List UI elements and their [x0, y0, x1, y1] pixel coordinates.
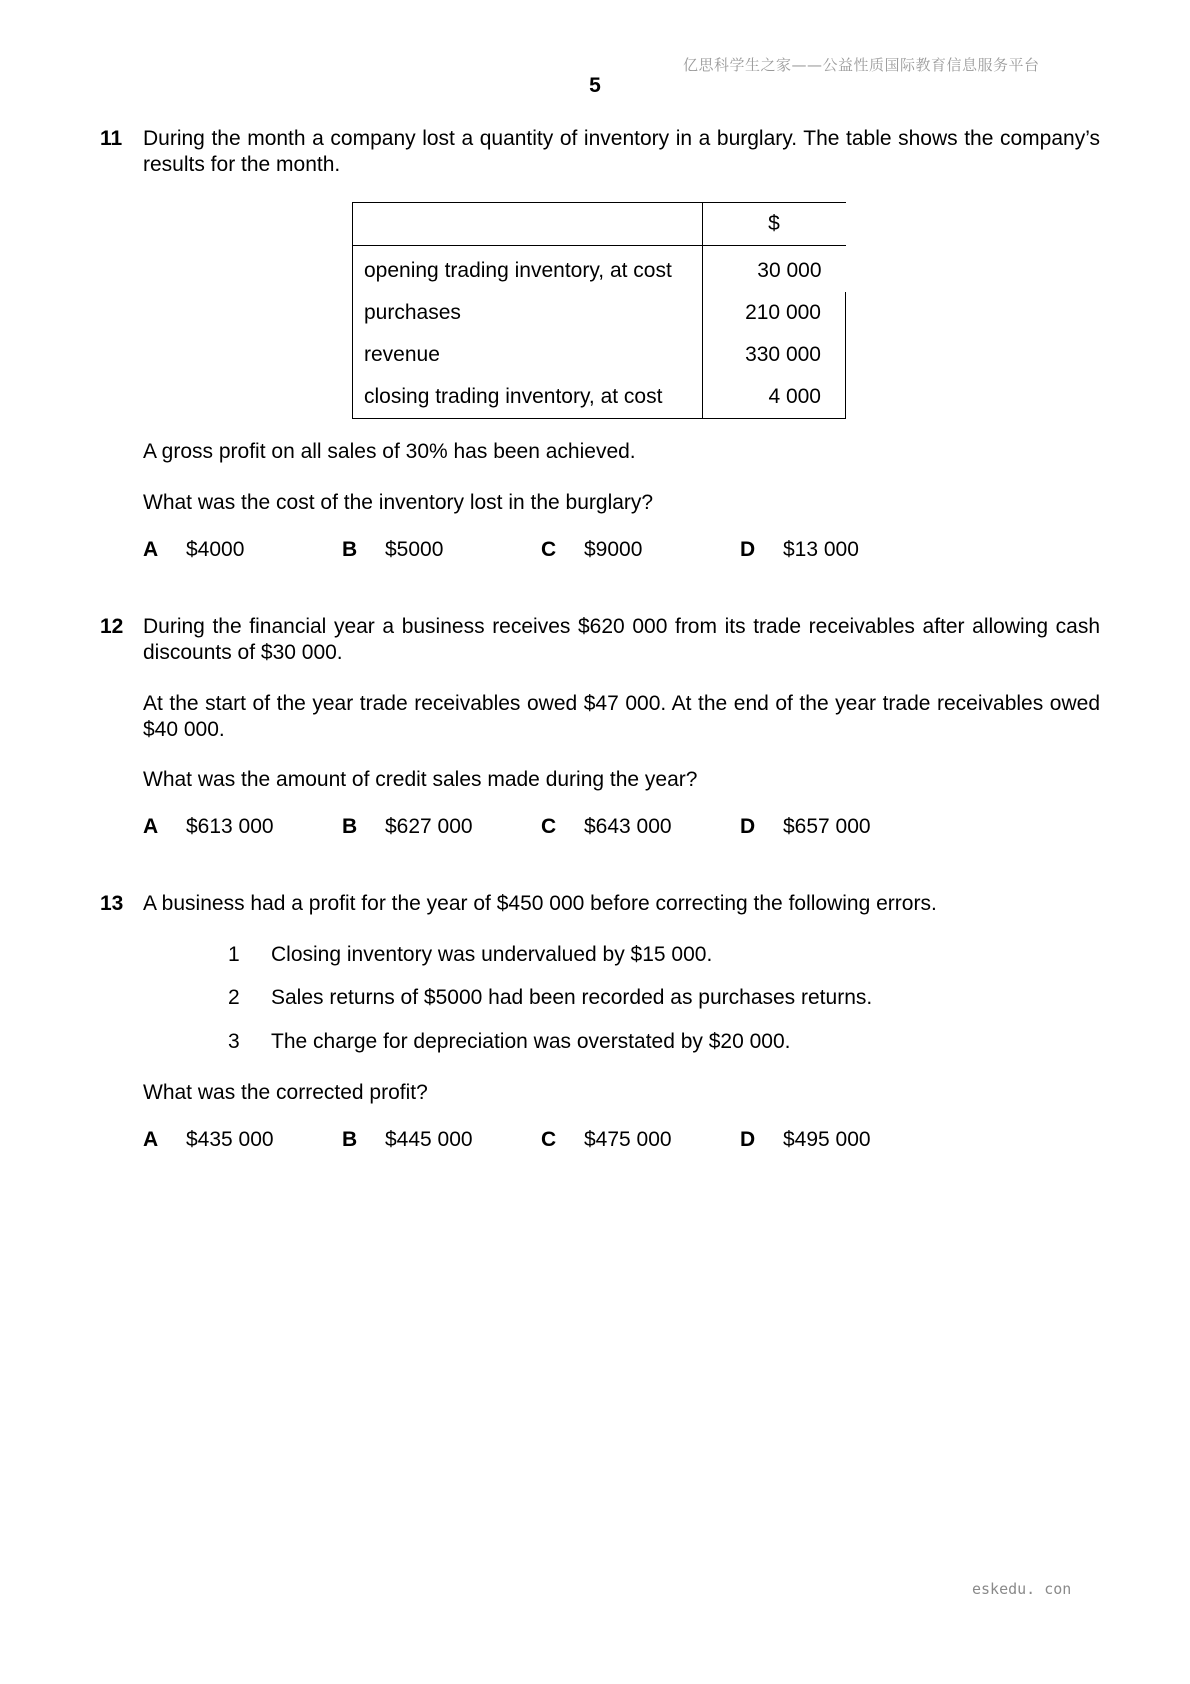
list-item-text: The charge for depreciation was overstated by $20 000. [271, 1030, 791, 1053]
question-stem: During the month a company lost a quantity of inventory in a burglary. The table shows the company’s results for the month. [143, 127, 1100, 176]
table-header-currency: $ [702, 203, 845, 246]
option-d[interactable] [740, 1127, 871, 1153]
option-a[interactable] [143, 1127, 274, 1153]
question-stem: During the financial year a business receives $620 000 from its trade receivables after allowing cash discounts of $30 000. [143, 615, 1100, 664]
table-row [353, 376, 846, 419]
results-table [352, 202, 846, 419]
list-item-number: 3 [228, 1030, 240, 1053]
option-letter: C [541, 538, 557, 561]
option-a[interactable] [143, 814, 274, 840]
option-c[interactable] [541, 1127, 672, 1153]
table-cell-item: revenue [353, 334, 703, 376]
question-11 [100, 126, 1100, 178]
option-text: $613 000 [186, 815, 274, 838]
table-header-blank [353, 203, 703, 246]
question-number: 12 [100, 615, 124, 638]
option-d[interactable] [740, 814, 871, 840]
table-cell-amount: 4 000 [702, 376, 845, 419]
option-letter: D [740, 815, 756, 838]
option-text: $475 000 [584, 1128, 672, 1151]
option-text: $9000 [584, 538, 643, 561]
question-statement: At the start of the year trade receivables owed $47 000. At the end of the year trade receivables owed $40 000. [143, 692, 1100, 741]
q13-options [100, 1127, 1100, 1153]
option-d[interactable] [740, 537, 859, 563]
option-text: $643 000 [584, 815, 672, 838]
q12-question-block [100, 767, 1100, 793]
list-item-number: 1 [228, 943, 240, 966]
option-letter: A [143, 815, 159, 838]
table-header-row [353, 203, 846, 246]
q12-options [100, 814, 1100, 840]
q13-question-block [100, 1080, 1100, 1106]
watermark-text: 亿思科学生之家——公益性质国际教育信息服务平台 [683, 56, 1040, 74]
q12-statement-block [100, 691, 1100, 743]
table-cell-amount: 330 000 [702, 334, 845, 376]
table-cell-amount: 210 000 [702, 292, 845, 334]
option-letter: B [342, 538, 358, 561]
list-item-number: 2 [228, 986, 240, 1009]
page-number: 5 [589, 74, 601, 97]
list-item-text: Closing inventory was undervalued by $15 000. [271, 943, 713, 966]
table-row [353, 246, 846, 293]
option-letter: D [740, 538, 756, 561]
option-text: $627 000 [385, 815, 473, 838]
question-prompt: What was the cost of the inventory lost in the burglary? [143, 491, 654, 514]
list-item-text: Sales returns of $5000 had been recorded as purchases returns. [271, 986, 873, 1009]
table-row [353, 292, 846, 334]
list-item [228, 985, 872, 1011]
option-letter: D [740, 1128, 756, 1151]
option-text: $13 000 [783, 538, 859, 561]
question-number: 13 [100, 892, 124, 915]
option-text: $435 000 [186, 1128, 274, 1151]
table-cell-item: closing trading inventory, at cost [353, 376, 703, 419]
option-a[interactable] [143, 537, 244, 563]
option-text: $445 000 [385, 1128, 473, 1151]
question-statement: A gross profit on all sales of 30% has been achieved. [143, 440, 636, 463]
q11-statement-block [100, 439, 1100, 465]
option-b[interactable] [342, 814, 473, 840]
question-13 [100, 891, 1100, 917]
question-number: 11 [100, 127, 123, 150]
table-row [353, 334, 846, 376]
table-cell-item: opening trading inventory, at cost [353, 246, 703, 293]
question-12 [100, 614, 1100, 666]
option-letter: B [342, 1128, 358, 1151]
question-prompt: What was the amount of credit sales made during the year? [143, 768, 698, 791]
option-letter: C [541, 1128, 557, 1151]
table-cell-amount: 30 000 [757, 259, 822, 282]
option-text: $657 000 [783, 815, 871, 838]
option-b[interactable] [342, 1127, 473, 1153]
question-stem: A business had a profit for the year of $450 000 before correcting the following errors. [143, 892, 937, 915]
option-text: $495 000 [783, 1128, 871, 1151]
q11-options [100, 537, 1100, 563]
table-cell-item: purchases [353, 292, 703, 334]
option-text: $5000 [385, 538, 444, 561]
option-c[interactable] [541, 814, 672, 840]
option-letter: B [342, 815, 358, 838]
list-item [228, 942, 712, 968]
option-b[interactable] [342, 537, 443, 563]
option-text: $4000 [186, 538, 245, 561]
option-letter: C [541, 815, 557, 838]
q11-question-block [100, 490, 1100, 516]
option-letter: A [143, 1128, 159, 1151]
list-item [228, 1029, 790, 1055]
option-letter: A [143, 538, 159, 561]
option-c[interactable] [541, 537, 642, 563]
question-prompt: What was the corrected profit? [143, 1081, 428, 1104]
footer-site-text: eskedu. con [972, 1580, 1072, 1598]
